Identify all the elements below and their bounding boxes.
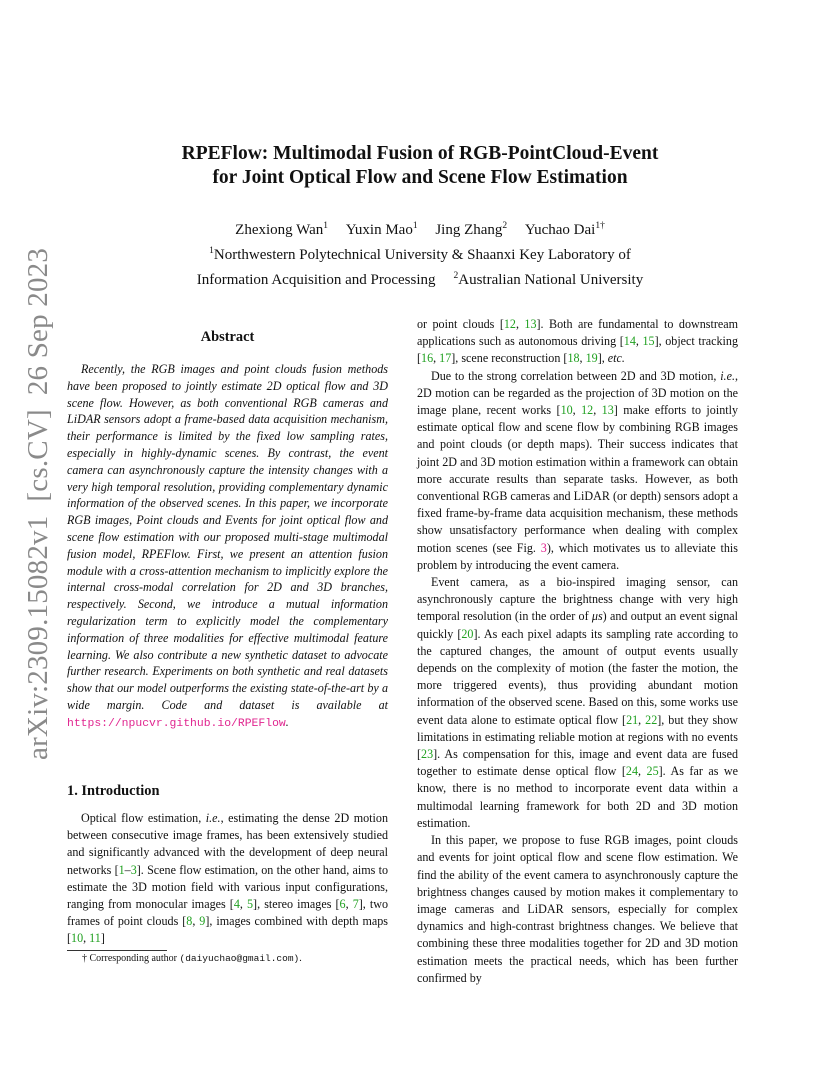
author-affiliation-mark: 2: [502, 221, 508, 231]
footnote-text: Corresponding author: [89, 953, 177, 964]
citation-link[interactable]: 9: [199, 914, 206, 929]
citation-link[interactable]: 1: [118, 862, 125, 877]
text-run: Event camera, as a bio-inspired imaging sensor, can asynchronously capture the brightness change with very high temporal resolution (in the order of: [417, 575, 738, 624]
citation-link[interactable]: 25: [646, 764, 659, 779]
citation-link[interactable]: 24: [625, 764, 639, 779]
text-run: ]. Scene flow estimation, on the other hand, aims to estimate the 3D motion field with various input configurations, ranging from monocular images [: [67, 862, 388, 912]
arxiv-stamp: [22, 234, 55, 760]
author-affiliation-mark: 1†: [595, 221, 605, 231]
italic-text: i.e.: [205, 811, 221, 825]
text-run: , 2D motion can be regarded as the projection of 3D motion on the image plane, recent works [: [417, 368, 738, 418]
figure-reference-link[interactable]: 3: [540, 540, 547, 555]
text-run: ]. As compensation for this, image and event data are fused together to estimate dense optical flow [: [417, 747, 738, 779]
author-affiliation-mark: 1: [323, 221, 328, 231]
text-run: Due to the strong correlation between 2D and 3D motion,: [431, 368, 721, 383]
affiliation-line-2: [120, 266, 720, 291]
citation-link[interactable]: 16: [421, 351, 434, 366]
citation-link[interactable]: 13: [524, 317, 537, 331]
affiliation-mark: 1: [209, 246, 214, 256]
citation-link[interactable]: 13: [601, 403, 614, 418]
citation-link[interactable]: 21: [626, 712, 639, 727]
citation-link[interactable]: 18: [567, 351, 580, 366]
text-run: ]. Both are fundamental to downstream applications such as autonomous driving [: [417, 317, 739, 349]
text-run: ,: [579, 351, 586, 366]
text-run: ,: [638, 712, 646, 727]
affiliation-text: Northwestern Polytechnical University & Shaanxi Key Laboratory of: [213, 247, 631, 263]
text-run: ], scene reconstruction [: [451, 351, 568, 366]
project-link[interactable]: https://npucvr.github.io/RPEFlow: [67, 717, 286, 730]
author-name: Jing Zhang: [435, 222, 503, 238]
citation-link[interactable]: 20: [461, 626, 474, 641]
author-1: [235, 222, 328, 238]
text-run: ,: [433, 351, 440, 366]
text-run: ], object tracking [: [417, 334, 738, 366]
author-names: [120, 216, 720, 241]
text-run: ,: [635, 334, 643, 349]
arxiv-id: arXiv:2309.15082v1: [22, 515, 54, 760]
citation-link[interactable]: 10: [71, 931, 84, 946]
intro-paragraph-2: [417, 368, 738, 574]
abstract-heading: Abstract: [200, 329, 255, 345]
text-run: ,: [638, 764, 647, 779]
citation-link[interactable]: 19: [585, 351, 598, 366]
author-name: Yuchao Dai: [524, 222, 596, 238]
intro-paragraph-continued: [417, 316, 738, 368]
text-run: ], but they show limitations in estimating reliable motion at regions with no events [: [417, 712, 739, 762]
footnote: [82, 953, 302, 964]
citation-link[interactable]: 11: [89, 931, 101, 946]
author-block: [120, 216, 720, 291]
text-run: ,: [239, 897, 247, 912]
author-2: [346, 222, 418, 238]
text-run: ],: [597, 351, 608, 366]
text-run: or point clouds [: [417, 317, 504, 331]
text-run: Optical flow estimation,: [81, 811, 206, 825]
citation-link[interactable]: 22: [645, 712, 658, 727]
introduction-right-column: [417, 316, 738, 987]
introduction-heading: 1. Introduction: [67, 783, 160, 799]
text-run: ,: [345, 897, 353, 912]
footnote-end: .: [299, 953, 302, 964]
intro-paragraph-4: [417, 832, 738, 987]
affiliation-2-text: Australian National University: [458, 272, 644, 288]
citation-link[interactable]: 7: [352, 897, 359, 912]
author-3: [435, 222, 507, 238]
italic-text: μs: [591, 609, 603, 624]
citation-link[interactable]: 4: [233, 897, 240, 912]
citation-link[interactable]: 12: [503, 317, 516, 331]
title-line-2: for Joint Optical Flow and Scene Flow Estimation: [212, 167, 628, 188]
citation-link[interactable]: 6: [339, 897, 346, 912]
text-run: ,: [192, 914, 200, 929]
citation-link[interactable]: 12: [581, 403, 594, 418]
citation-link[interactable]: 14: [623, 334, 636, 349]
footnote-divider: [67, 950, 167, 951]
citation-link[interactable]: 3: [130, 862, 137, 877]
citation-link[interactable]: 10: [560, 403, 573, 418]
author-name: Yuxin Mao: [345, 222, 413, 238]
affiliation-1: [120, 241, 720, 266]
introduction-left-column: [67, 810, 388, 948]
text-run: ,: [572, 403, 582, 418]
author-4: [525, 222, 605, 238]
text-run: ) and output an event signal quickly [: [417, 609, 738, 641]
text-run: ), which motivates us to alleviate this problem by introducing the event camera.: [417, 540, 738, 572]
text-run: ,: [83, 931, 90, 946]
text-run: ]. As each pixel adapts its sampling rate according to the captured changes, the amount of output events usually depends on the complexity of motion (the faster the motion, the more triggered events), thus providing abundant motion information of the observed scene. Based on this, some works use event data alone to estimate optical flow [: [417, 626, 738, 727]
intro-paragraph-1: [67, 810, 388, 948]
italic-text: etc.: [607, 351, 625, 366]
text-run: ], stereo images [: [253, 897, 340, 912]
abstract-body-text: Recently, the RGB images and point clouds fusion methods have been proposed to jointly estimate 2D optical flow and 3D scene flow. However, as both conventional RGB cameras and LiDAR sensors adopt a frame-based data acquisition mechanism, their performance is limited by the fixed low sampling rates, especially in highly-dynamic scenes. By contrast, the event camera can asynchronously capture the intensity changes with a very high temporal resolution, providing complementary dynamic information of the observed scenes. In this paper, we incorporate RGB images, Point clouds and Events for joint optical flow and scene flow estimation with our proposed multi-stage multimodal fusion model, RPEFlow. First, we present an attention fusion module with a cross-attention mechanism to implicitly explore the internal cross-modal correlation for 2D and 3D branches, respectively. Second, we introduce a mutual information regularization term to explicitly model the complementary information of three modalities for effective multimodal feature learning. We also contribute a new synthetic dataset to advocate further research. Experiments on both synthetic and real datasets show that our model outperforms the existing state-of-the-art by a wide margin. Code and dataset is available at: [67, 362, 388, 712]
citation-link[interactable]: 8: [186, 914, 193, 929]
text-run: ] make efforts to jointly estimate optical flow and scene flow by combining RGB images and point clouds (or depth maps). Their success indicates that joint 2D and 3D motion estimation within a framework can obtain more accurate results than separate tasks. However, as both conventional RGB cameras and LiDAR (or depth) sensors adopt a fixed frame-by-frame data acquisition mechanism, these methods show unsatisfactory performance when dealing with complex motion scenes (see Fig.: [417, 403, 739, 555]
arxiv-date: 26 Sep 2023: [22, 247, 54, 396]
author-affiliation-mark: 1: [412, 221, 418, 231]
citation-link[interactable]: 5: [247, 897, 254, 912]
italic-text: i.e.: [720, 368, 735, 383]
author-name: Zhexiong Wan: [235, 222, 324, 238]
text-run: ,: [515, 317, 525, 331]
text-run: ], two frames of point clouds [: [67, 897, 389, 929]
text-run: –: [124, 862, 131, 877]
dagger-mark: †: [82, 953, 87, 964]
abstract-end: .: [285, 714, 289, 729]
title-line-1: RPEFlow: Multimodal Fusion of RGB-PointCloud-Event: [181, 143, 659, 164]
citation-link[interactable]: 23: [421, 747, 434, 762]
text-run: ,: [593, 403, 602, 418]
arxiv-category: [cs.CV]: [22, 409, 54, 502]
text-run: , estimating the dense 2D motion between consecutive image frames, has been extensively studied and significantly advanced with the development of deep neural networks [: [67, 811, 388, 877]
abstract-text: [67, 361, 388, 733]
affiliation-mark: 2: [453, 271, 459, 281]
text-run: ]. As far as we know, there is no method to incorporate event data within a multimodal learning framework for both 2D and 3D motion estimation.: [417, 764, 739, 830]
citation-link[interactable]: 15: [642, 334, 655, 349]
text-run: ]: [100, 931, 105, 946]
text-run: In this paper, we propose to fuse RGB images, point clouds and events for joint optical flow and scene flow estimation. We find the ability of the event camera to asynchronously capture the brightness changes caused by motion makes it complementary to image cameras and LiDAR sensors, especially for complex dynamics and high-contrast brightness changes. We believe that combining these three modalities together for 2D and 3D motion estimation meets the practical needs, which has been further confirmed by: [417, 833, 738, 985]
text-run: ], images combined with depth maps [: [67, 914, 389, 946]
corresponding-email: (daiyuchao@gmail.com): [179, 953, 300, 964]
intro-paragraph-3: [417, 574, 738, 832]
affiliation-text: Information Acquisition and Processing: [196, 272, 436, 288]
paper-title: [120, 142, 720, 190]
citation-link[interactable]: 17: [439, 351, 452, 366]
